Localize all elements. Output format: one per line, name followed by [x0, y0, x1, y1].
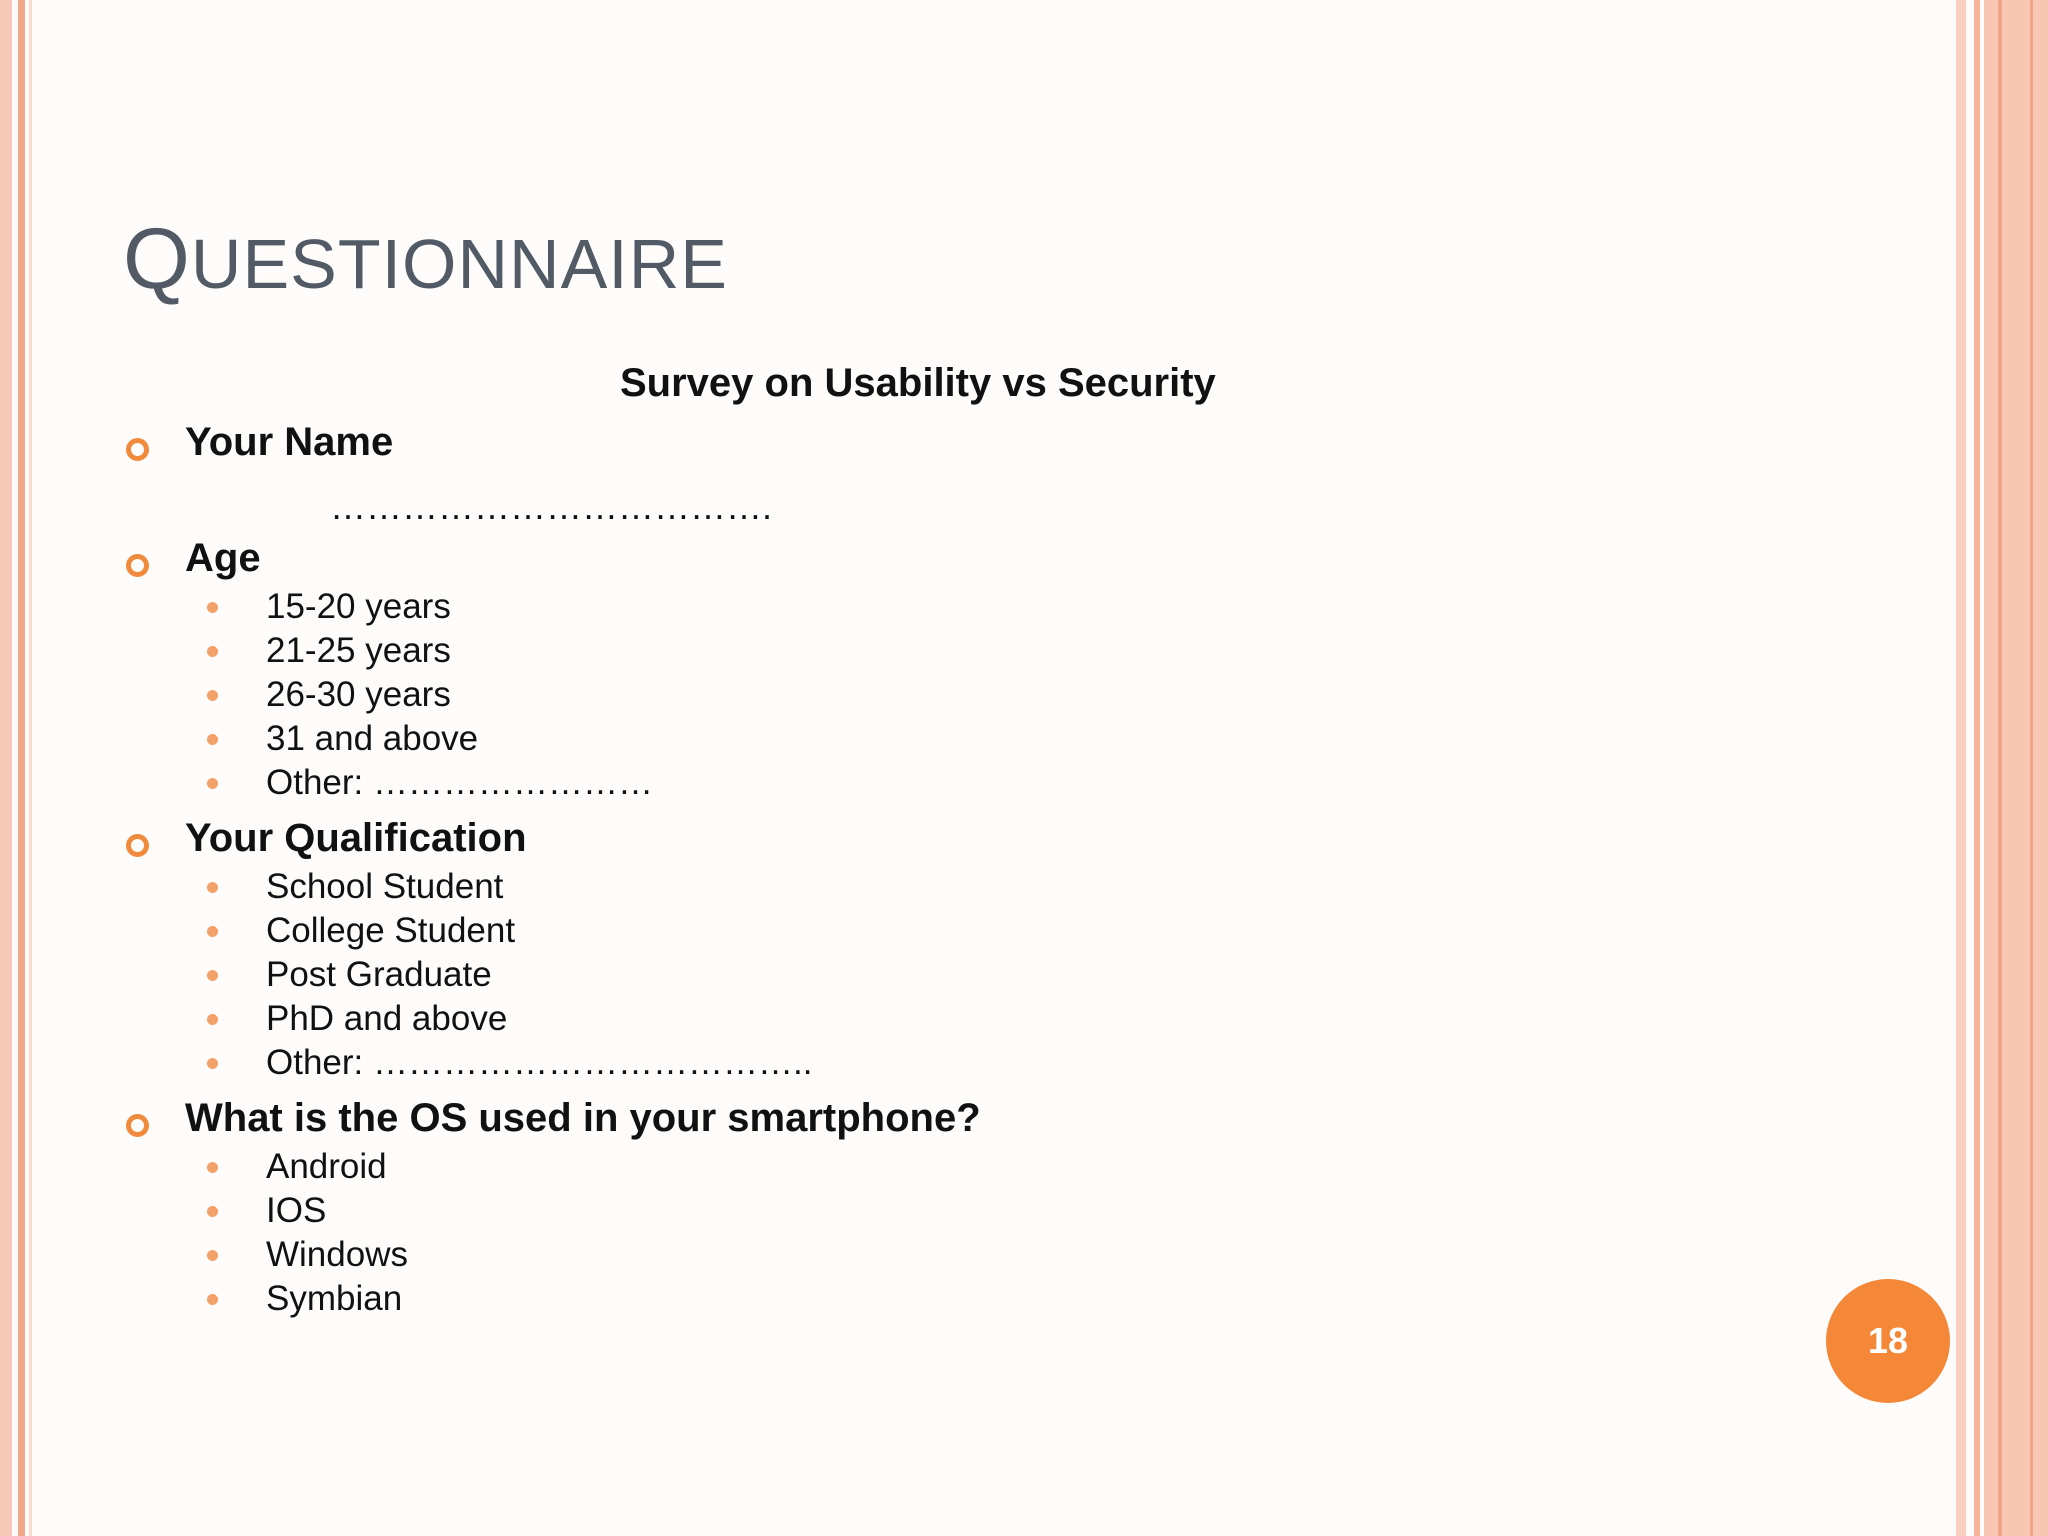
slide-title-initial: Q: [123, 211, 191, 307]
dot-bullet-icon: [207, 1058, 218, 1069]
right-decor-bar: [1956, 0, 1966, 1536]
right-decor-bar: [1974, 0, 1980, 1536]
dot-bullet-icon: [207, 734, 218, 745]
slide-title: [123, 210, 728, 309]
qualification-option: PhD and above: [266, 999, 508, 1038]
name-answer-line: ……………………………….: [330, 486, 773, 527]
os-option: Android: [266, 1147, 387, 1186]
right-decor-bar: [1998, 0, 2002, 1536]
dot-bullet-icon: [207, 1162, 218, 1173]
qualification-option: School Student: [266, 867, 504, 906]
ring-bullet-icon: [126, 1114, 149, 1137]
left-decor-bar: [18, 0, 25, 1536]
age-option: 31 and above: [266, 719, 479, 758]
dot-bullet-icon: [207, 1206, 218, 1217]
page-number-badge: 18: [1826, 1279, 1950, 1403]
qualification-option: Post Graduate: [266, 955, 492, 994]
qualification-option: Other: ………………………………..: [266, 1043, 813, 1082]
question-os: What is the OS used in your smartphone?: [185, 1096, 981, 1140]
question-name: Your Name: [185, 420, 394, 464]
dot-bullet-icon: [207, 646, 218, 657]
age-option: 15-20 years: [266, 587, 451, 626]
qualification-option: College Student: [266, 911, 516, 950]
os-option: Windows: [266, 1235, 408, 1274]
dot-bullet-icon: [207, 602, 218, 613]
ring-bullet-icon: [126, 834, 149, 857]
os-option: IOS: [266, 1191, 327, 1230]
left-decor-bar: [29, 0, 32, 1536]
age-option: Other: ……………………: [266, 763, 653, 802]
question-qualification: Your Qualification: [185, 816, 527, 860]
left-decor-bar: [0, 0, 12, 1536]
age-option: 26-30 years: [266, 675, 451, 714]
dot-bullet-icon: [207, 690, 218, 701]
survey-heading: Survey on Usability vs Security: [620, 361, 1216, 405]
os-option: Symbian: [266, 1279, 403, 1318]
ring-bullet-icon: [126, 554, 149, 577]
dot-bullet-icon: [207, 778, 218, 789]
dot-bullet-icon: [207, 926, 218, 937]
dot-bullet-icon: [207, 1250, 218, 1261]
age-option: 21-25 years: [266, 631, 451, 670]
right-decor-bar: [1984, 0, 2048, 1536]
question-age: Age: [185, 536, 261, 580]
dot-bullet-icon: [207, 970, 218, 981]
ring-bullet-icon: [126, 438, 149, 461]
right-decor-bar: [2030, 0, 2033, 1536]
dot-bullet-icon: [207, 882, 218, 893]
dot-bullet-icon: [207, 1014, 218, 1025]
dot-bullet-icon: [207, 1294, 218, 1305]
slide-title-rest: UESTIONNAIRE: [190, 225, 728, 303]
